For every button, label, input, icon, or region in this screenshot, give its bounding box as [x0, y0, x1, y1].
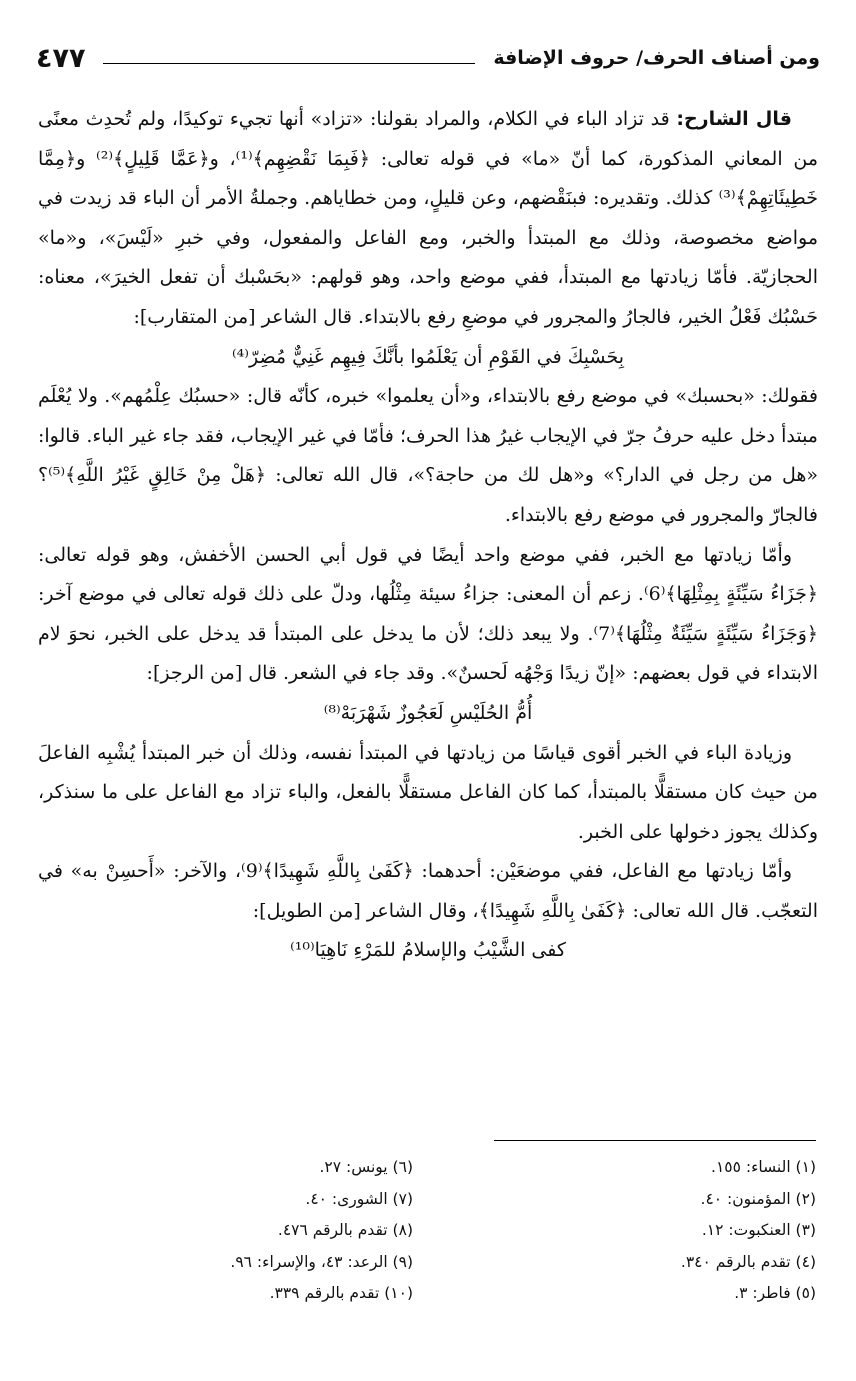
paragraph-text: وأمّا زيادتها مع الفاعل، ففي موضعَيْن: أحدهما: ﴿كَفَىٰ بِاللَّهِ شَهِيدًا﴾⁽9⁾، والآخر: «أَحسِنْ به» في التعجّب. قال الله تعالى: ﴿كَفَىٰ بِاللَّهِ شَهِيدًا﴾، وقال الشاعر [من الطويل]: [38, 860, 818, 922]
paragraph [38, 100, 818, 338]
paragraph [38, 734, 818, 853]
footnote: (٥) فاطر: ٣. [734, 1284, 816, 1302]
header-rule [103, 63, 475, 64]
footnote: (١) النساء: ١٥٥. [711, 1158, 816, 1176]
footnote: (٣) العنكبوت: ١٢. [701, 1221, 816, 1239]
paragraph [38, 377, 818, 535]
footnote-separator [494, 1140, 816, 1141]
footnotes-column-right [443, 1152, 816, 1310]
footnote: (٩) الرعد: ٤٣، والإسراء: ٩٦. [230, 1252, 413, 1271]
paragraph-text: وأمّا زيادتها مع الخبر، ففي موضع واحد أيضًا في قول أبي الحسن الأخفش، وهو قوله تعالى: ﴿جَزَاءُ سَيِّئَةٍ بِمِثْلِهَا﴾⁽6⁾. زعم أن المعنى: جزاءُ سيئة مِثْلُها، ودلّ على ذلك قوله تعالى في موضع آخر: ﴿وَجَزَاءُ سَيِّئَةٍ سَيِّئَةٌ مِثْلُهَا﴾⁽7⁾. ولا يبعد ذلك؛ لأن ما يدخل على المبتدأ قد يدخل على الخبر، نحوَ لام الابتداء في قول بعضهم: «إنّ زيدًا وَجْهُه لَحسنٌ». وقد جاء في الشعر. قال [من الرجز]: [38, 543, 818, 685]
verse-line: أُمُّ الحُلَيْسِ لَعَجُوزٌ شَهْرَبَهْ⁽⁸⁾ [323, 701, 533, 724]
paragraph-lead: قال الشارح: [676, 108, 792, 130]
paragraph-text: وزيادة الباء في الخبر أقوى قياسًا من زيادتها في المبتدأ نفسه، وذلك أن خبر المبتدأ يُشْبِه الفاعلَ من حيث كان مستقلًّا بالمبتدأ، كما كان الفاعل مستقلًّا بالفعل، والباء تزاد مع الفاعل على ما سنذكر، وكذلك يجوز دخولها على الخبر. [38, 741, 818, 843]
paragraph-text: قد تزاد الباء في الكلام، والمراد بقولنا: «تزاد» أنها تجيء توكيدًا، ولم تُحدِث معنًى من المعاني المذكورة، كما أنّ «ما» في قوله تعالى: ﴿فَبِمَا نَقْضِهِم﴾⁽¹⁾، و﴿عَمَّا قَلِيلٍ﴾⁽²⁾ و﴿مِمَّا خَطِيئَاتِهِمْ﴾⁽³⁾ كذلك. وتقديره: فبنَقْضهم، وعن قليلٍ، ومن خطاياهم. وجملةُ الأمر أن الباء قد زيدت في مواضع مخصوصة، وذلك مع المبتدأ والخبر، ومع الفاعل والمفعول، وفي خبرِ «لَيْسَ»، و«ما» الحجازيّة. فأمّا زيادتها مع المبتدأ، ففي موضع واحد، وهو قولهم: «بحَسْبك أن تفعل الخيرَ»، معناه: حَسْبُك فَعْلُ الخير، فالجارُ والمجرور في موضعِ رفع بالابتداء. قال الشاعر [من المتقارب]: [38, 108, 819, 328]
footnote: (٢) المؤمنون: ٤٠. [700, 1189, 816, 1208]
paragraph [38, 536, 818, 694]
page-header [36, 38, 820, 78]
footnote: (١٠) تقدم بالرقم ٣٣٩. [269, 1284, 413, 1302]
footnotes-column-left [40, 1152, 443, 1310]
paragraph [38, 852, 818, 931]
footnote: (٤) تقدم بالرقم ٣٤٠. [680, 1252, 816, 1271]
footnote: (٧) الشورى: ٤٠. [305, 1189, 413, 1208]
footnotes [40, 1152, 816, 1310]
running-head: ومن أصناف الحرف/ حروف الإضافة [493, 47, 820, 69]
footnote: (٨) تقدم بالرقم ٤٧٦. [277, 1221, 413, 1239]
paragraph-text: فقولك: «بحسبك» في موضع رفع بالابتداء، و«أن يعلموا» خبره، كأنّه قال: «حسبُك عِلْمُهم». ولا يُعْلَم مبتدأ دخل عليه حرفُ جرّ في الإيجاب غيرُ هذا الحرف؛ فأمّا في غير الإيجاب، فقد جاء غير الباء. قالوا: «هل من رجل في الدار؟» و«هل لك من حاجة؟»، قال الله تعالى: ﴿هَلْ مِنْ خَالِقٍ غَيْرُ اللَّهِ﴾⁽⁵⁾؟ فالجارّ والمجرور في موضع رفع بالابتداء. [38, 385, 818, 526]
footnote: (٦) يونس: ٢٧. [319, 1158, 413, 1176]
page-number: ٤٧٧ [36, 42, 86, 74]
main-text [38, 100, 818, 971]
verse-line: بِحَسْبِكَ في القَوْمِ أن يَعْلَمُوا بأنَّكَ فِيهِم غَنِيٌّ مُضِرّ⁽⁴⁾ [232, 345, 624, 368]
verse-line: كفى الشَّيْبُ والإسلامُ للمَرْءِ نَاهِيَا⁽¹⁰⁾ [290, 939, 566, 962]
